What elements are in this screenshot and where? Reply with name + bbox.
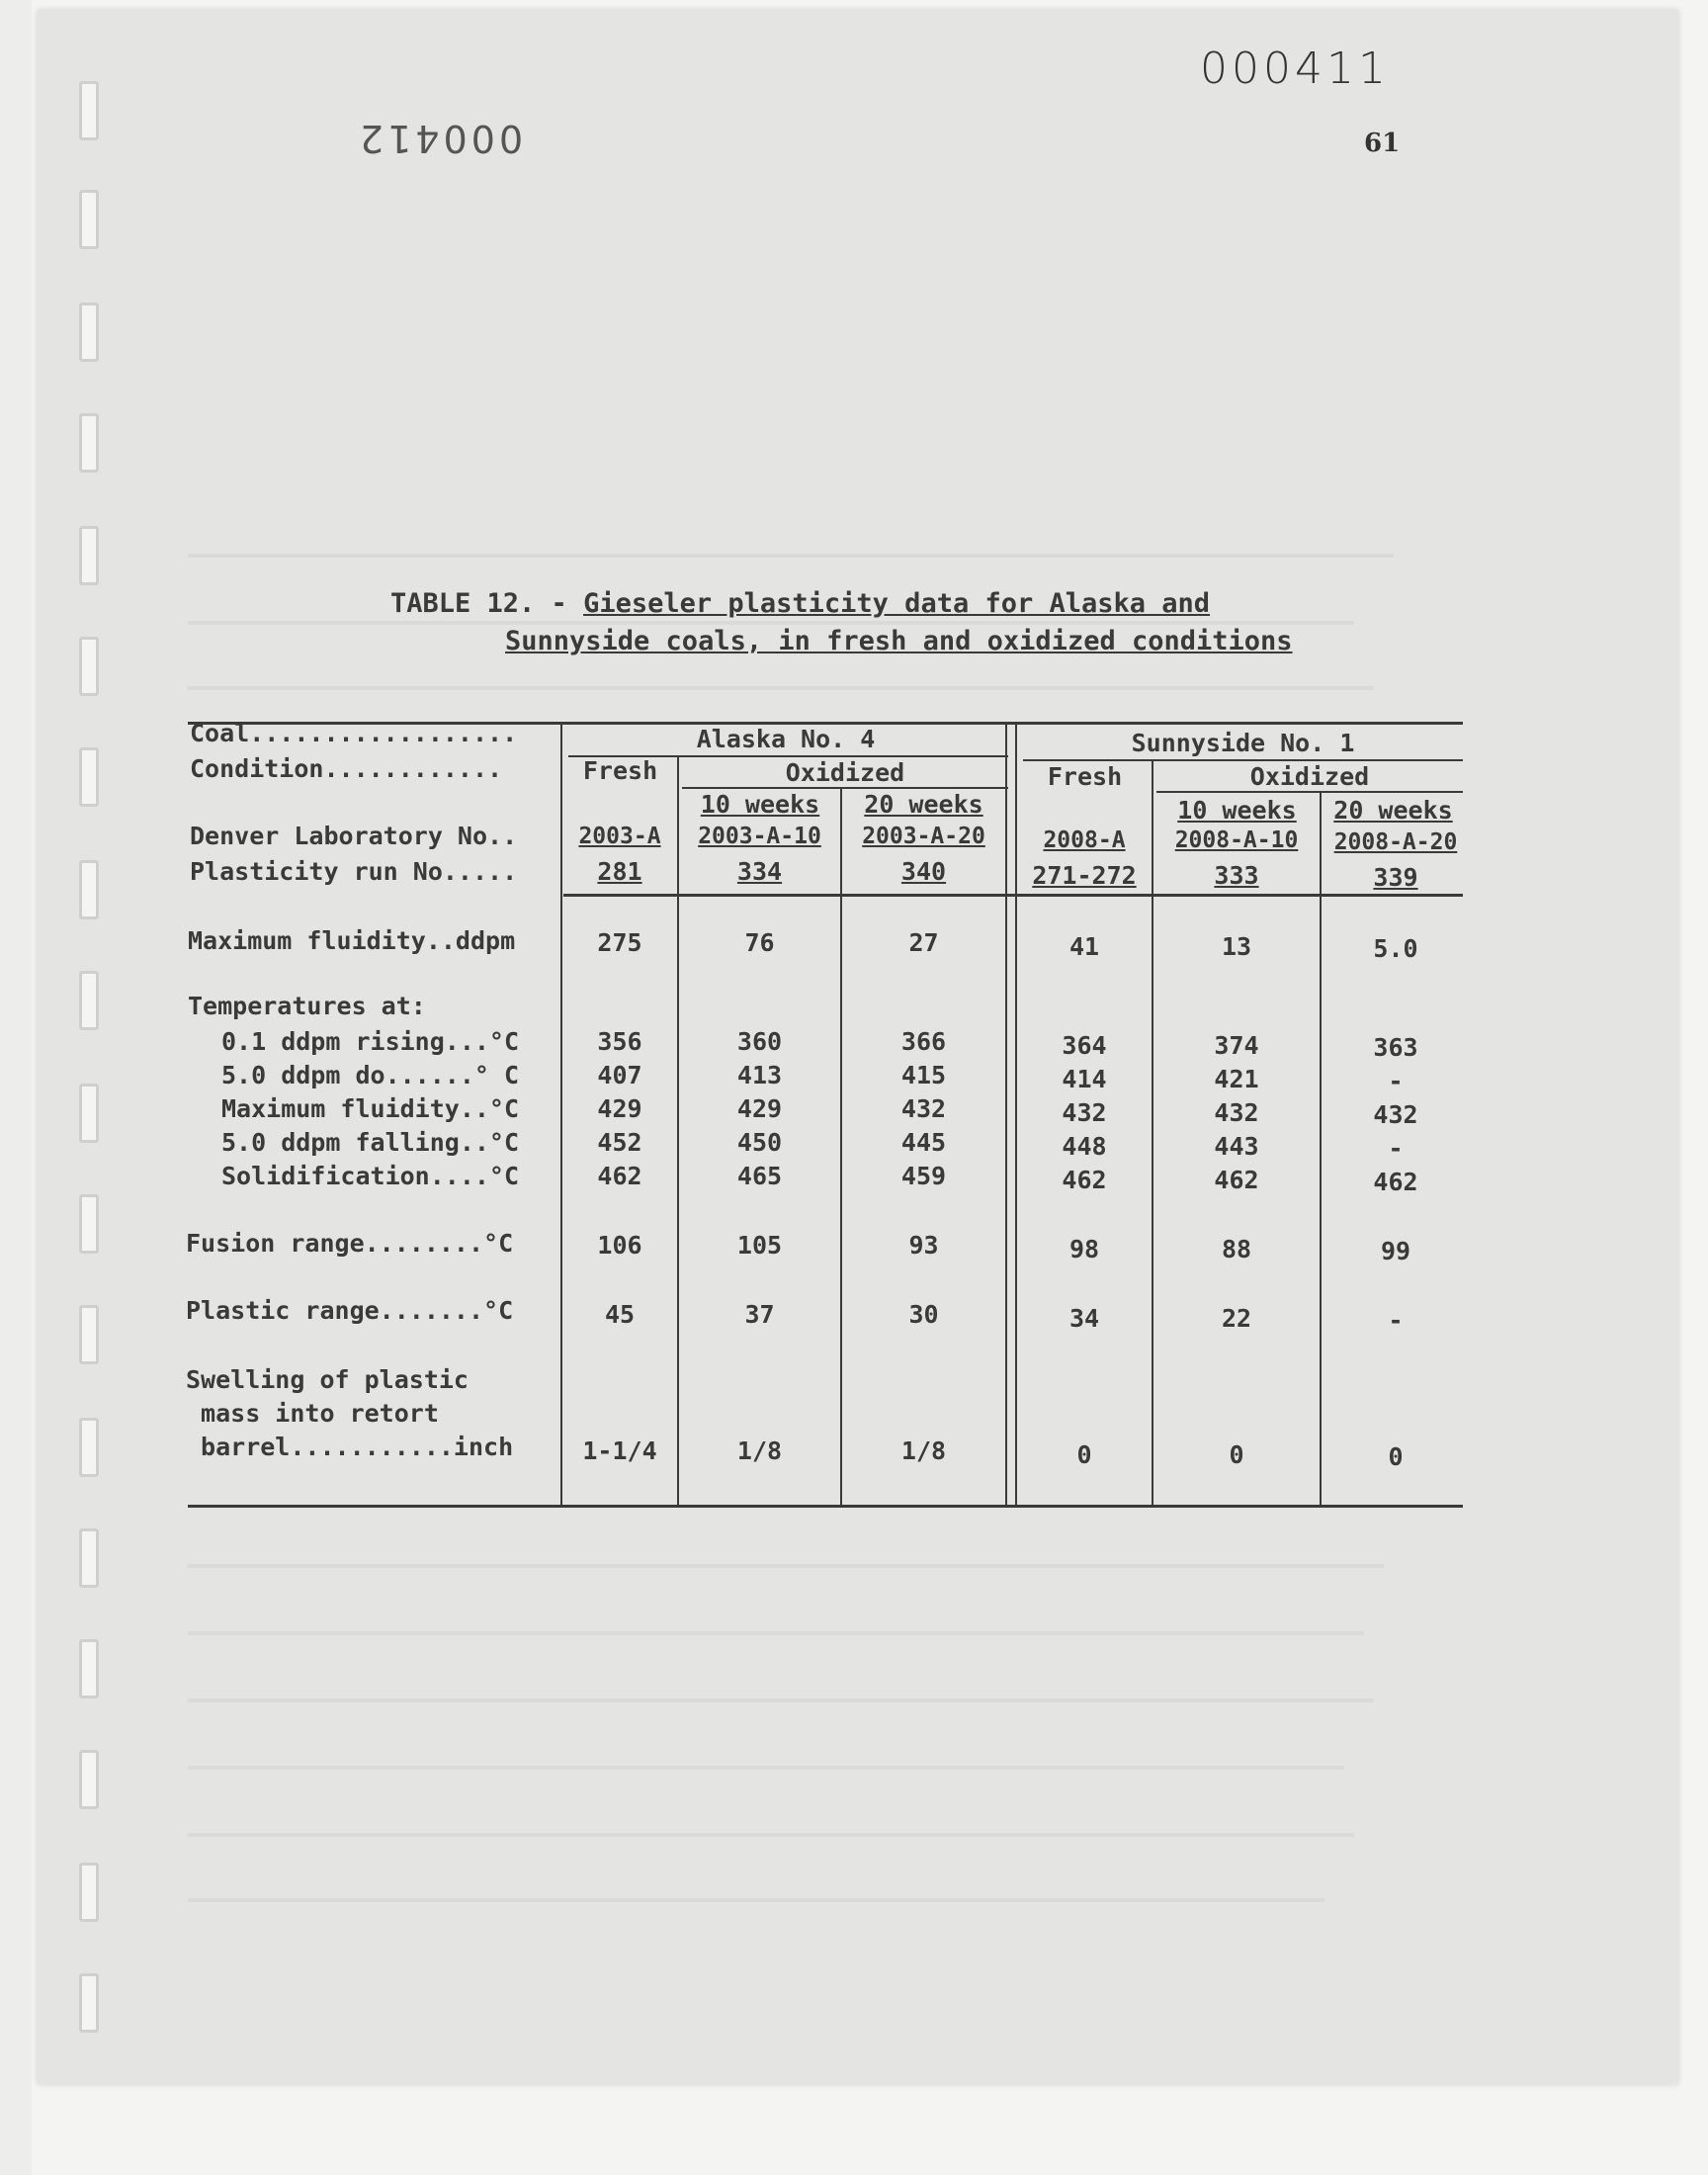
- cell-temp-rising: 360: [736, 1027, 783, 1056]
- cell-temp-do: 421: [1214, 1065, 1259, 1093]
- bleed-through-line: [188, 1698, 1374, 1702]
- cell-temp-rising: 364: [1062, 1031, 1107, 1060]
- stub-temps-heading: Temperatures at:: [188, 992, 426, 1020]
- header-20-weeks: 20 weeks: [864, 790, 983, 819]
- binder-hole: [79, 1194, 99, 1254]
- stub-temp-row: Solidification....°C: [221, 1162, 520, 1190]
- rule: [1023, 759, 1463, 761]
- cell-run-no: 281: [597, 857, 642, 886]
- cell-run-no: 271-272: [1032, 861, 1137, 890]
- bleed-through-line: [188, 1631, 1364, 1635]
- header-oxidized: Oxidized: [785, 758, 905, 787]
- table-title-line2: Sunnyside coals, in fresh and oxidized conditions: [505, 626, 1293, 656]
- cell-run-no: 340: [900, 857, 947, 886]
- table-head-rule: [563, 894, 1463, 897]
- document-number-stamp-rotated: 000412: [356, 117, 524, 160]
- cell-fusion-range: 106: [597, 1231, 642, 1260]
- binder-hole: [79, 1750, 99, 1809]
- cell-temp-max-fluidity: 429: [597, 1094, 642, 1123]
- cell-lab-no: 2003-A: [578, 824, 661, 849]
- cell-plastic-range: 22: [1221, 1304, 1252, 1333]
- cell-max-fluidity: 275: [597, 928, 642, 957]
- cell-temp-rising: 366: [900, 1027, 947, 1056]
- cell-temp-max-fluidity: 432: [1214, 1098, 1259, 1127]
- cell-temp-solidification: 459: [900, 1162, 947, 1190]
- bleed-through-line: [188, 1898, 1324, 1902]
- cell-temp-falling: 448: [1062, 1132, 1107, 1161]
- cell-fusion-range: 98: [1068, 1235, 1100, 1263]
- header-10-weeks: 10 weeks: [700, 790, 820, 819]
- header-10-weeks: 10 weeks: [1177, 796, 1297, 825]
- cell-plastic-range: 30: [908, 1300, 939, 1329]
- binder-hole: [79, 1863, 99, 1922]
- binder-hole: [79, 747, 99, 807]
- cell-temp-do: -: [1388, 1067, 1404, 1095]
- binder-hole: [79, 637, 99, 696]
- cell-temp-do: 414: [1062, 1065, 1107, 1093]
- cell-temp-falling: 443: [1214, 1132, 1259, 1161]
- stub-lab-no: Denver Laboratory No..: [190, 822, 518, 850]
- binder-hole: [79, 1305, 99, 1364]
- binder-hole: [79, 526, 99, 585]
- cell-run-no: 339: [1373, 863, 1418, 892]
- cell-temp-do: 415: [900, 1061, 947, 1089]
- cell-temp-falling: 452: [597, 1128, 642, 1157]
- cell-fusion-range: 99: [1380, 1237, 1411, 1265]
- stub-run-no: Plasticity run No.....: [190, 857, 518, 886]
- cell-lab-no: 2008-A: [1043, 827, 1126, 853]
- cell-swelling: 1/8: [900, 1436, 947, 1465]
- rule: [1156, 791, 1463, 793]
- cell-plastic-range: 34: [1068, 1304, 1100, 1333]
- cell-max-fluidity: 41: [1068, 932, 1100, 961]
- cell-temp-max-fluidity: 429: [736, 1094, 783, 1123]
- rule: [682, 787, 1008, 789]
- stub-coal: Coal..................: [190, 719, 518, 747]
- cell-swelling: 0: [1229, 1440, 1244, 1469]
- stub-temp-row: 0.1 ddpm rising...°C: [221, 1027, 520, 1056]
- table-label: TABLE 12. -: [390, 588, 584, 619]
- binder-hole: [79, 1084, 99, 1143]
- binder-hole: [79, 303, 99, 362]
- cell-plastic-range: -: [1388, 1306, 1404, 1335]
- bleed-through-line: [188, 1766, 1344, 1770]
- binder-hole: [79, 190, 99, 249]
- cell-lab-no: 2003-A-20: [862, 824, 985, 849]
- stub-swelling: barrel...........inch: [186, 1433, 514, 1461]
- bleed-through-line: [188, 686, 1374, 690]
- header-oxidized: Oxidized: [1249, 762, 1370, 791]
- binder-hole: [79, 971, 99, 1030]
- cell-temp-falling: -: [1388, 1134, 1404, 1163]
- cell-max-fluidity: 27: [908, 928, 939, 957]
- binder-hole: [79, 1528, 99, 1588]
- page-number: 61: [1364, 129, 1401, 158]
- cell-swelling: 1-1/4: [582, 1436, 657, 1465]
- stub-plastic: Plastic range.......°C: [186, 1296, 514, 1325]
- bleed-through-line: [188, 1564, 1384, 1568]
- header-fresh: Fresh: [582, 756, 658, 785]
- stub-condition: Condition............: [190, 754, 503, 783]
- stub-swelling: Swelling of plastic: [186, 1365, 469, 1394]
- cell-fusion-range: 88: [1221, 1235, 1252, 1263]
- cell-temp-solidification: 462: [1373, 1168, 1418, 1196]
- cell-fusion-range: 105: [736, 1231, 783, 1260]
- cell-temp-solidification: 462: [1214, 1166, 1259, 1194]
- table-bottom-rule: [188, 1505, 1463, 1508]
- cell-swelling: 0: [1388, 1442, 1404, 1471]
- cell-temp-solidification: 462: [1062, 1166, 1107, 1194]
- bleed-through-line: [188, 1833, 1354, 1837]
- cell-temp-max-fluidity: 432: [1373, 1100, 1418, 1129]
- binder-hole: [79, 1639, 99, 1698]
- header-20-weeks: 20 weeks: [1333, 796, 1453, 825]
- cell-fusion-range: 93: [908, 1231, 939, 1260]
- header-fresh: Fresh: [1047, 762, 1123, 791]
- cell-swelling: 1/8: [736, 1436, 783, 1465]
- cell-temp-do: 407: [597, 1061, 642, 1089]
- cell-max-fluidity: 76: [744, 928, 775, 957]
- cell-max-fluidity: 13: [1221, 932, 1252, 961]
- cell-temp-falling: 450: [736, 1128, 783, 1157]
- cell-temp-max-fluidity: 432: [900, 1094, 947, 1123]
- cell-temp-rising: 363: [1373, 1033, 1418, 1062]
- group-sunnyside: Sunnyside No. 1: [1131, 729, 1355, 757]
- cell-run-no: 333: [1214, 861, 1259, 890]
- col-divider: [1005, 722, 1007, 1508]
- stub-fusion: Fusion range........°C: [186, 1229, 514, 1258]
- stub-temp-row: Maximum fluidity..°C: [221, 1094, 520, 1123]
- cell-temp-do: 413: [736, 1061, 783, 1089]
- cell-lab-no: 2008-A-20: [1333, 829, 1458, 855]
- binder-hole: [79, 81, 99, 140]
- left-margin-strip: [0, 0, 32, 2175]
- cell-temp-rising: 356: [597, 1027, 642, 1056]
- stub-max-fluidity: Maximum fluidity..ddpm: [188, 926, 516, 955]
- table-title-line1: Gieseler plasticity data for Alaska and: [583, 588, 1211, 619]
- binder-hole: [79, 1418, 99, 1477]
- cell-plastic-range: 37: [744, 1300, 775, 1329]
- cell-max-fluidity: 5.0: [1373, 934, 1418, 963]
- group-alaska: Alaska No. 4: [696, 725, 876, 753]
- cell-temp-rising: 374: [1214, 1031, 1259, 1060]
- cell-lab-no: 2003-A-10: [698, 824, 821, 849]
- binder-hole: [79, 413, 99, 473]
- cell-run-no: 334: [736, 857, 783, 886]
- cell-swelling: 0: [1076, 1440, 1092, 1469]
- cell-lab-no: 2008-A-10: [1174, 827, 1299, 853]
- bleed-through-line: [188, 554, 1394, 558]
- cell-temp-max-fluidity: 432: [1062, 1098, 1107, 1127]
- stub-temp-row: 5.0 ddpm do......° C: [221, 1061, 520, 1089]
- cell-temp-falling: 445: [900, 1128, 947, 1157]
- binder-hole: [79, 1973, 99, 2033]
- cell-temp-solidification: 462: [597, 1162, 642, 1190]
- cell-temp-solidification: 465: [736, 1162, 783, 1190]
- cell-plastic-range: 45: [604, 1300, 636, 1329]
- stub-swelling: mass into retort: [186, 1399, 439, 1428]
- table-title: [390, 585, 1339, 660]
- stub-temp-row: 5.0 ddpm falling..°C: [221, 1128, 520, 1157]
- document-number-stamp: 000411: [1200, 44, 1390, 94]
- binder-hole: [79, 860, 99, 919]
